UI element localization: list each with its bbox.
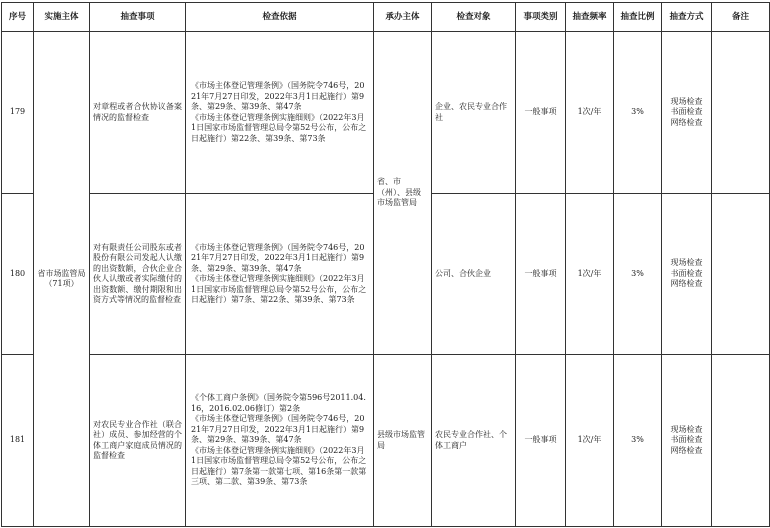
inspection-basis bbox=[186, 355, 374, 527]
check-methods bbox=[662, 32, 712, 194]
header-target: 检查对象 bbox=[432, 3, 516, 32]
header-category: 事项类别 bbox=[516, 3, 566, 32]
method-item: 网络检查 bbox=[670, 445, 703, 455]
header-frequency: 抽查频率 bbox=[566, 3, 614, 32]
header-item: 抽查事项 bbox=[90, 3, 186, 32]
inspection-basis bbox=[186, 32, 374, 194]
check-frequency: 1次/年 bbox=[566, 194, 614, 355]
method-item: 书面检查 bbox=[670, 268, 703, 278]
basis-entry: 《市场主体登记管理条例》（国务院令746号，2021年7月27日印发，2022年3月1日起施行）第9条、第29条、第39条、第47条 bbox=[191, 81, 365, 111]
remark bbox=[712, 194, 770, 355]
row-number: 181 bbox=[2, 355, 34, 527]
handling-subject: 县级市场监管局 bbox=[374, 355, 432, 527]
method-item: 网络检查 bbox=[670, 117, 703, 127]
inspection-target: 公司、合伙企业 bbox=[432, 194, 516, 355]
header-subject: 实施主体 bbox=[34, 3, 90, 32]
table-row bbox=[2, 355, 770, 527]
method-item: 书面检查 bbox=[670, 435, 703, 445]
method-item: 网络检查 bbox=[670, 279, 703, 289]
header-handler: 承办主体 bbox=[374, 3, 432, 32]
basis-entry: 《市场主体登记管理条例实施细则》（2022年3月1日国家市场监督管理总局令第52号公布，公布之日起施行）第7条、第22条、第39条、第73条 bbox=[191, 274, 367, 304]
implementing-subject: 省市场监管局（71项） bbox=[34, 32, 90, 527]
basis-entry: 《市场主体登记管理条例》（国务院令746号，2021年7月27日印发，2022年3月1日起施行）第9条、第29条、第39条、第47条 bbox=[191, 414, 365, 445]
check-methods bbox=[662, 355, 712, 527]
check-frequency: 1次/年 bbox=[566, 355, 614, 527]
method-item: 现场检查 bbox=[670, 424, 703, 434]
row-number: 179 bbox=[2, 32, 34, 194]
check-ratio: 3% bbox=[614, 32, 662, 194]
basis-entry: 《市场主体登记管理条例》（国务院令746号，2021年7月27日印发，2022年3月1日起施行）第9条、第29条、第39条、第47条 bbox=[191, 242, 365, 273]
item-category: 一般事项 bbox=[516, 355, 566, 527]
basis-entry: 《市场主体登记管理条例实施细则》（2022年3月1日国家市场监督管理总局令第52号公布，公布之日起施行）第22条、第39条、第73条 bbox=[191, 112, 367, 143]
inspection-items-table bbox=[1, 2, 770, 527]
header-method: 抽查方式 bbox=[662, 3, 712, 32]
method-item: 现场检查 bbox=[670, 96, 703, 106]
method-item: 书面检查 bbox=[670, 107, 703, 117]
method-item: 现场检查 bbox=[670, 258, 703, 268]
basis-entry: 《市场主体登记管理条例实施细则》（2022年3月1日国家市场监督管理总局令第52号公布，公布之日起施行）第7条第一款第七项、第16条第一款第三项、第二款、第39条、第73条 bbox=[191, 445, 367, 487]
check-ratio: 3% bbox=[614, 194, 662, 355]
remark bbox=[712, 32, 770, 194]
header-no: 序号 bbox=[2, 3, 34, 32]
table-row bbox=[2, 32, 770, 194]
header-ratio: 抽查比例 bbox=[614, 3, 662, 32]
header-remark: 备注 bbox=[712, 3, 770, 32]
inspection-target: 农民专业合作社、个体工商户 bbox=[432, 355, 516, 527]
row-number: 180 bbox=[2, 194, 34, 355]
item-category: 一般事项 bbox=[516, 194, 566, 355]
handling-subject: 省、市（州）、县级市场监管局 bbox=[374, 32, 432, 355]
item-category: 一般事项 bbox=[516, 32, 566, 194]
remark bbox=[712, 355, 770, 527]
inspection-item: 对农民专业合作社（联合社）成员、参加经营的个体工商户家庭成员情况的监督检查 bbox=[90, 355, 186, 527]
check-methods bbox=[662, 194, 712, 355]
check-ratio: 3% bbox=[614, 355, 662, 527]
check-frequency: 1次/年 bbox=[566, 32, 614, 194]
inspection-basis bbox=[186, 194, 374, 355]
table-header-row bbox=[2, 3, 770, 32]
header-basis: 检查依据 bbox=[186, 3, 374, 32]
inspection-item: 对章程或者合伙协议备案情况的监督检查 bbox=[90, 32, 186, 194]
basis-entry: 《个体工商户条例》（国务院令第596号2011.04.16，2016.02.06修订）第2条 bbox=[191, 393, 366, 413]
inspection-target: 企业、农民专业合作社 bbox=[432, 32, 516, 194]
inspection-item: 对有限责任公司股东或者股份有限公司发起人认缴的出资数额，合伙企业合伙人认缴或者实际缴付的出资数额、缴付期限和出资方式等情况的监督检查 bbox=[90, 194, 186, 355]
